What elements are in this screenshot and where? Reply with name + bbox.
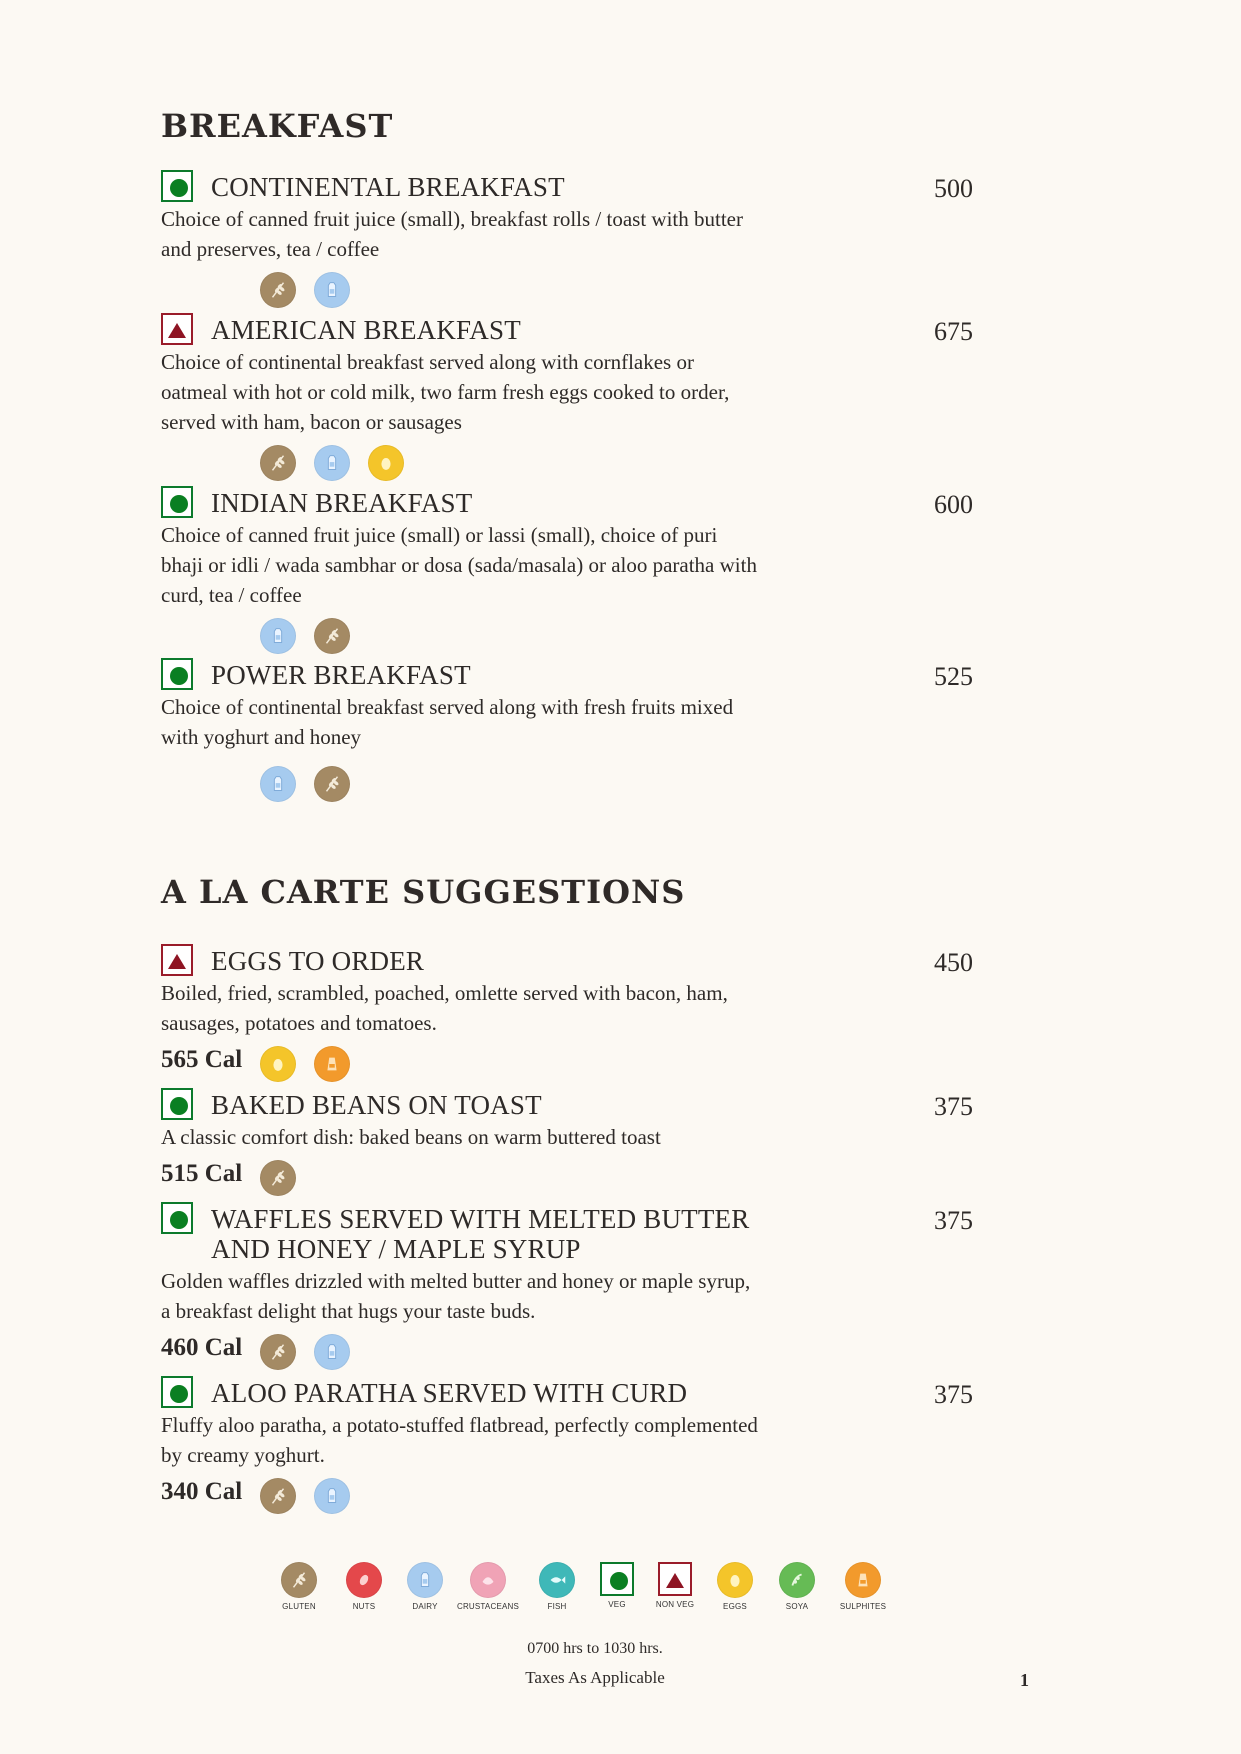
menu-item <box>161 486 991 658</box>
item-price: 525 <box>934 662 973 691</box>
allergen-legend <box>280 1562 920 1622</box>
allergen-icons <box>260 618 350 654</box>
allergen-icons <box>260 1046 350 1082</box>
item-description: A classic comfort dish: baked beans on warm buttered toast <box>161 1125 661 1149</box>
gluten-icon <box>260 272 296 308</box>
legend-label: SOYA <box>785 1602 809 1611</box>
gluten-icon <box>260 1160 296 1196</box>
legend-label: EGGS <box>723 1602 747 1611</box>
item-name: AMERICAN BREAKFAST <box>211 315 521 345</box>
legend-label: NON VEG <box>655 1600 695 1609</box>
gluten-icon <box>260 1334 296 1370</box>
calorie-count: 340 Cal <box>161 1478 243 1505</box>
eggs-icon <box>260 1046 296 1082</box>
legend-sulphites <box>828 1562 898 1611</box>
legend-label: DAIRY <box>412 1602 438 1611</box>
allergen-icons <box>260 445 404 481</box>
item-description: Choice of canned fruit juice (small) or lassi (small), choice of puri bhaji or idli / wada sambhar or dosa (sada/masala) or aloo paratha with curd, tea / coffee <box>161 523 757 607</box>
non-veg-icon <box>161 313 193 345</box>
soya-icon <box>779 1562 815 1598</box>
menu-item <box>161 944 991 1086</box>
legend-dairy <box>390 1562 460 1611</box>
calorie-count: 515 Cal <box>161 1160 243 1187</box>
item-price: 450 <box>934 948 973 977</box>
allergen-icons <box>260 1334 350 1370</box>
calorie-count: 565 Cal <box>161 1046 243 1073</box>
legend-label: GLUTEN <box>282 1602 316 1611</box>
item-price: 500 <box>934 174 973 203</box>
item-price: 375 <box>934 1206 973 1235</box>
item-description: Choice of canned fruit juice (small), breakfast rolls / toast with butter and preserves, tea / coffee <box>161 207 743 261</box>
item-price: 600 <box>934 490 973 519</box>
legend-eggs <box>700 1562 770 1611</box>
legend-crustaceans <box>453 1562 523 1611</box>
fish-icon <box>539 1562 575 1598</box>
calorie-count: 460 Cal <box>161 1334 243 1361</box>
veg-icon <box>161 1088 193 1120</box>
nuts-icon <box>346 1562 382 1598</box>
item-price: 375 <box>934 1092 973 1121</box>
dairy-icon <box>314 1334 350 1370</box>
legend-label: SULPHITES <box>839 1602 887 1611</box>
eggs-icon <box>717 1562 753 1598</box>
item-name: ALOO PARATHA SERVED WITH CURD <box>211 1378 688 1408</box>
gluten-icon <box>260 445 296 481</box>
dairy-icon <box>314 445 350 481</box>
menu-item <box>161 658 991 806</box>
menu-item <box>161 170 991 312</box>
item-name: BAKED BEANS ON TOAST <box>211 1090 542 1120</box>
legend-nuts <box>329 1562 399 1611</box>
item-description: Boiled, fried, scrambled, poached, omlette served with bacon, ham, sausages, potatoes and tomatoes. <box>161 981 728 1035</box>
crustaceans-icon <box>470 1562 506 1598</box>
service-hours: 0700 hrs to 1030 hrs. <box>527 1640 663 1657</box>
allergen-icons <box>260 272 350 308</box>
item-price: 675 <box>934 317 973 346</box>
legend-label: NUTS <box>352 1602 376 1611</box>
menu-item <box>161 1202 991 1374</box>
item-description: Golden waffles drizzled with melted butter and honey or maple syrup, a breakfast delight that hugs your taste buds. <box>161 1269 751 1323</box>
legend-label: CRUSTACEANS <box>456 1602 520 1611</box>
non-veg-icon <box>658 1562 692 1596</box>
gluten-icon <box>281 1562 317 1598</box>
legend-soya <box>762 1562 832 1611</box>
non-veg-icon <box>161 944 193 976</box>
legend-label: FISH <box>547 1602 567 1611</box>
gluten-icon <box>314 618 350 654</box>
gluten-icon <box>260 1478 296 1514</box>
section-title-breakfast: BREAKFAST <box>161 107 394 145</box>
item-name: WAFFLES SERVED WITH MELTED BUTTER AND HONEY / MAPLE SYRUP <box>211 1204 750 1264</box>
item-description: Choice of continental breakfast served along with cornflakes or oatmeal with hot or cold milk, two farm fresh eggs cooked to order, served with ham, bacon or sausages <box>161 350 730 434</box>
veg-icon <box>161 486 193 518</box>
sulphites-icon <box>845 1562 881 1598</box>
item-description: Choice of continental breakfast served along with fresh fruits mixed with yoghurt and honey <box>161 695 734 749</box>
page-number: 1 <box>1020 1670 1029 1690</box>
menu-item <box>161 1088 991 1200</box>
tax-note: Taxes As Applicable <box>525 1668 665 1687</box>
dairy-icon <box>314 1478 350 1514</box>
item-description: Fluffy aloo paratha, a potato-stuffed flatbread, perfectly complemented by creamy yoghurt. <box>161 1413 758 1467</box>
allergen-icons <box>260 1160 296 1196</box>
menu-item <box>161 1376 991 1518</box>
item-name: POWER BREAKFAST <box>211 660 471 690</box>
legend-gluten <box>264 1562 334 1611</box>
dairy-icon <box>260 618 296 654</box>
veg-icon <box>161 1202 193 1234</box>
veg-icon <box>161 658 193 690</box>
item-name: EGGS TO ORDER <box>211 946 425 976</box>
gluten-icon <box>314 766 350 802</box>
section-title-a-la-carte: A LA CARTE SUGGESTIONS <box>161 873 686 911</box>
eggs-icon <box>368 445 404 481</box>
dairy-icon <box>407 1562 443 1598</box>
veg-icon <box>161 1376 193 1408</box>
allergen-icons <box>260 766 350 802</box>
veg-icon <box>161 170 193 202</box>
menu-item <box>161 313 991 485</box>
item-name: INDIAN BREAKFAST <box>211 488 473 518</box>
allergen-icons <box>260 1478 350 1514</box>
veg-icon <box>600 1562 634 1596</box>
legend-label: VEG <box>608 1600 626 1609</box>
sulphites-icon <box>314 1046 350 1082</box>
dairy-icon <box>260 766 296 802</box>
dairy-icon <box>314 272 350 308</box>
item-price: 375 <box>934 1380 973 1409</box>
item-name: CONTINENTAL BREAKFAST <box>211 172 565 202</box>
